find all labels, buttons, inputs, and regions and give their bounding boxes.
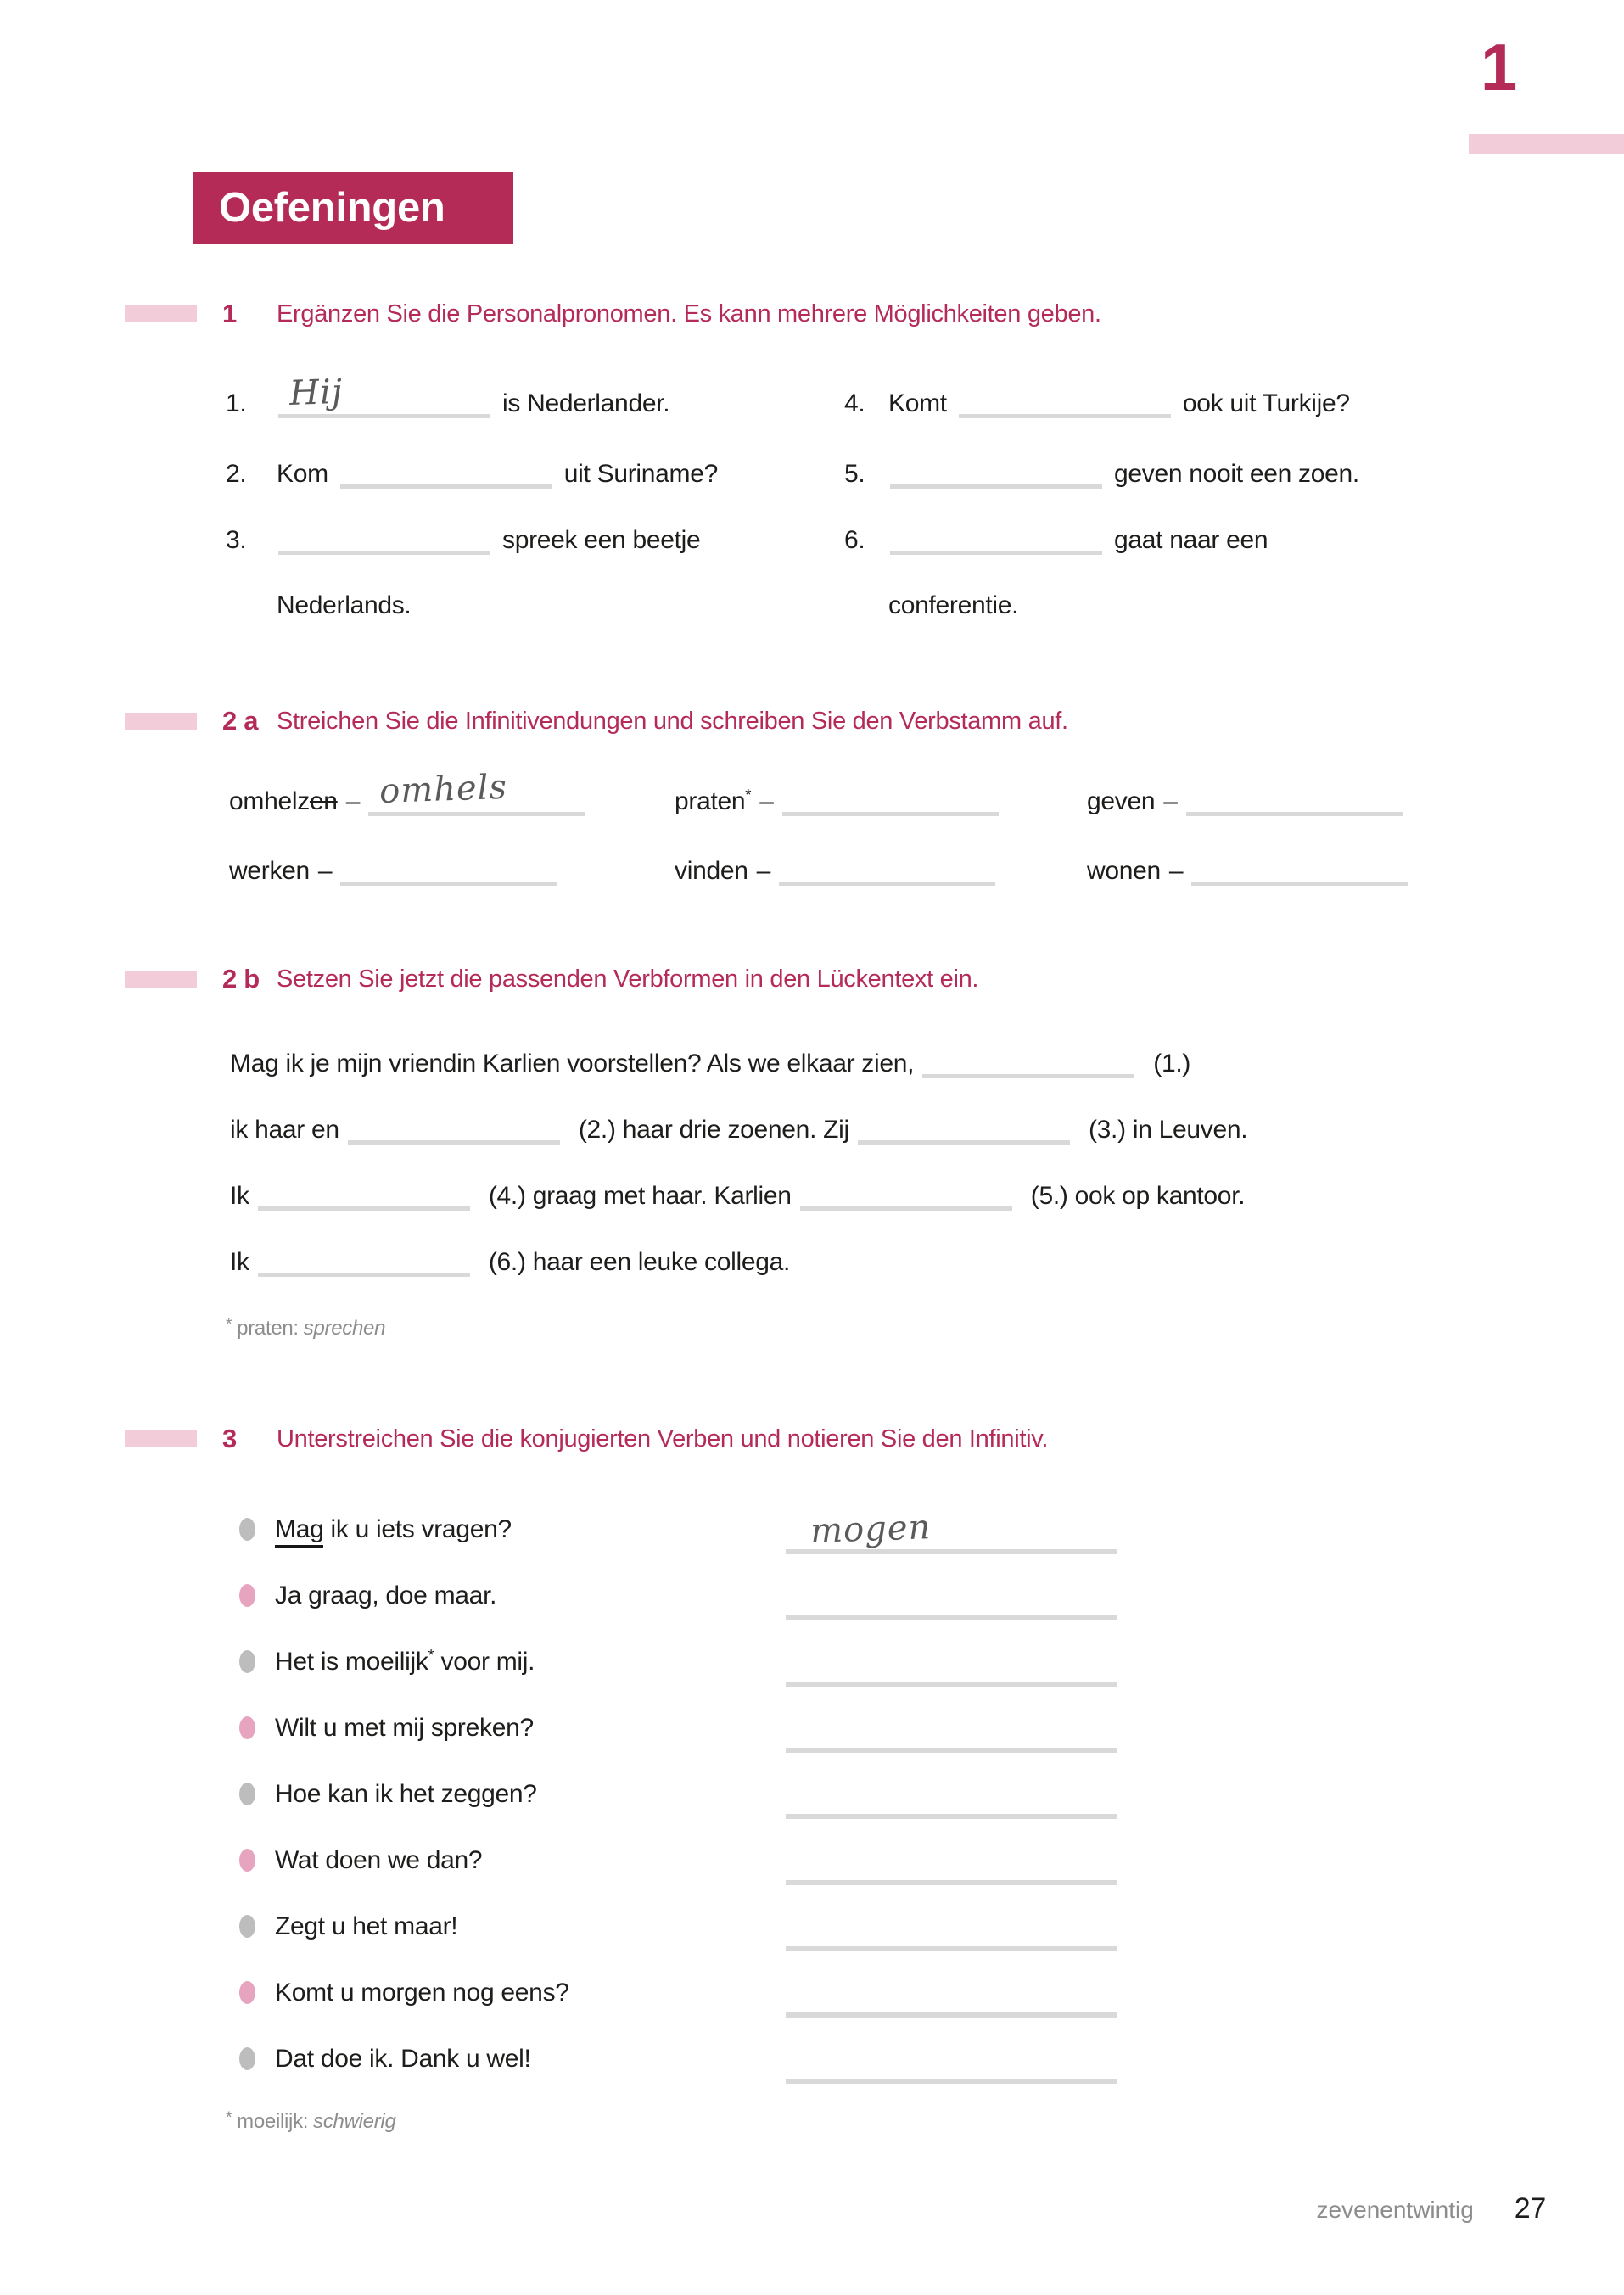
question-text: [275, 1844, 482, 1875]
question-text-rest: Komt u morgen nog eens?: [275, 1979, 569, 2007]
ex2b-line-4: [230, 1247, 790, 1277]
list-bullet: [239, 1716, 255, 1739]
handwritten-answer: omhels: [378, 767, 508, 811]
chapter-tab-bar: [1469, 134, 1624, 154]
list-bullet: [239, 2047, 255, 2070]
question-text: [275, 1712, 534, 1743]
question-text: [275, 1977, 569, 2007]
item-text-pre: Komt: [888, 389, 947, 417]
question-text: [275, 2043, 531, 2074]
sentence-text: ook op kantoor.: [1074, 1182, 1246, 1210]
ex3-item-7: [239, 1911, 1470, 1962]
verb-text: praten: [675, 787, 746, 815]
list-bullet: [239, 1518, 255, 1541]
asterisk-mark: *: [226, 1316, 232, 1334]
exercise-3-instruction: Unterstreichen Sie die konjugierten Verben und notieren Sie den Infinitiv.: [277, 1425, 1049, 1453]
answer-line: [786, 1508, 1117, 1554]
footnote-translation: sprechen: [303, 1317, 386, 1340]
footnote-word: praten:: [237, 1317, 299, 1340]
ex1-item-1: [226, 372, 670, 418]
struck-ending: en: [309, 787, 338, 815]
ex1-item-5: [844, 459, 1359, 489]
dash: –: [1168, 857, 1184, 885]
page-number: 27: [1514, 2192, 1546, 2225]
fill-in-blank: [348, 1115, 560, 1145]
item-number: 6.: [844, 526, 865, 554]
sentence-text: in Leuven.: [1132, 1116, 1248, 1144]
dash: –: [759, 787, 774, 815]
question-text: [275, 1646, 535, 1676]
blank-number: (5.): [1030, 1182, 1068, 1210]
exercise-3-header: [125, 1424, 1499, 1454]
blank-number: (6.): [488, 1248, 526, 1276]
asterisk-mark: *: [428, 1646, 434, 1664]
sentence-text: graag met haar. Karlien: [532, 1182, 792, 1210]
asterisk-mark: *: [226, 2109, 232, 2127]
sentence-text: Mag ik je mijn vriendin Karlien voorstellen? Als we elkaar zien,: [230, 1050, 915, 1078]
answer-line: [786, 2079, 1117, 2084]
exercise-3-number: 3: [222, 1424, 237, 1453]
list-bullet: [239, 1584, 255, 1607]
ex2b-line-3: [230, 1181, 1245, 1211]
ex3-item-6: [239, 1844, 1470, 1895]
verb-text: omhelz: [229, 787, 310, 815]
ex3-item-4: [239, 1712, 1470, 1763]
dash: –: [1163, 787, 1178, 815]
sentence-text: ik haar en: [230, 1116, 339, 1144]
ex2a-entry-praten: [675, 786, 1011, 816]
ex3-item-9: [239, 2043, 1470, 2094]
ex3-item-5: [239, 1778, 1470, 1829]
item-number: 4.: [844, 389, 865, 417]
fill-in-blank: [278, 372, 490, 418]
item-text-post: geven nooit een zoen.: [1114, 460, 1359, 488]
exercise-1-instruction: Ergänzen Sie die Personalpronomen. Es kann mehrere Möglichkeiten geben.: [277, 299, 1101, 327]
answer-line: [786, 1946, 1117, 1951]
exercise-2a-number: 2 a: [222, 706, 259, 736]
question-text: [275, 1778, 537, 1809]
ex2a-entry-vinden: [675, 855, 1007, 886]
section-marker-bar: [125, 713, 197, 730]
fill-in-blank: [258, 1247, 470, 1277]
item-number: 3.: [226, 526, 247, 554]
fill-in-blank: [922, 1049, 1134, 1078]
ex1-item-2: [226, 459, 718, 489]
exercise-1-header: [125, 299, 1499, 329]
answer-line: [786, 2012, 1117, 2018]
exercise-2a-header: [125, 706, 1499, 736]
ex1-item-3-continuation: Nederlands.: [277, 591, 412, 619]
ex2b-line-2: [230, 1115, 1247, 1145]
verb-infinitive: [229, 857, 310, 885]
fill-in-blank: [278, 525, 490, 555]
dash: –: [756, 857, 770, 885]
exercise-2a-instruction: Streichen Sie die Infinitivendungen und schreiben Sie den Verbstamm auf.: [277, 707, 1068, 735]
question-text-rest: Wilt u met mij spreken?: [275, 1714, 534, 1742]
item-number: 1.: [226, 389, 247, 417]
fill-in-blank: [959, 389, 1171, 418]
page-footer: [1317, 2192, 1546, 2225]
question-text-rest: ik u iets vragen?: [323, 1515, 512, 1543]
section-marker-bar: [125, 971, 197, 988]
fill-in-blank: [782, 786, 999, 816]
ex2a-entry-omhelzen: [229, 767, 596, 816]
asterisk-mark: *: [745, 786, 752, 803]
dash: –: [317, 857, 333, 885]
ex2b-line-1: [230, 1049, 1190, 1078]
list-bullet: [239, 1981, 255, 2004]
ex3-item-2: [239, 1580, 1470, 1631]
underlined-verb: Mag: [275, 1515, 323, 1548]
dash: –: [345, 787, 361, 815]
verb-text: wonen: [1087, 857, 1161, 885]
fill-in-blank: [368, 767, 585, 816]
ex1-item-3: [226, 525, 700, 555]
verb-infinitive: [229, 787, 338, 815]
ex2a-entry-wonen: [1087, 855, 1420, 886]
page-title: Oefeningen: [219, 185, 445, 231]
ex2b-footnote: [226, 1316, 385, 1341]
footnote-translation: schwierig: [313, 2110, 396, 2133]
handwritten-answer: mogen: [809, 1508, 932, 1551]
answer-line: [786, 1682, 1117, 1687]
question-text: [275, 1911, 457, 1941]
handwritten-answer: Hij: [288, 372, 344, 413]
page-number-word: zevenentwintig: [1316, 2197, 1474, 2223]
item-text-post: is Nederlander.: [502, 389, 670, 417]
list-bullet: [239, 1849, 255, 1872]
fill-in-blank: [340, 459, 552, 489]
ex3-item-8: [239, 1977, 1470, 2028]
list-bullet: [239, 1915, 255, 1938]
verb-infinitive: [675, 857, 748, 885]
list-bullet: [239, 1650, 255, 1673]
verb-text: werken: [229, 857, 310, 885]
chapter-number: 1: [1480, 30, 1517, 104]
sentence-text: Ik: [230, 1182, 249, 1210]
sentence-text: Ik: [230, 1248, 249, 1276]
verb-infinitive: [675, 787, 751, 815]
section-marker-bar: [125, 1430, 197, 1447]
item-text-pre: Kom: [277, 460, 328, 488]
blank-number: (1.): [1153, 1050, 1191, 1078]
ex3-footnote: [226, 2109, 396, 2134]
fill-in-blank: [800, 1181, 1012, 1211]
blank-number: (4.): [488, 1182, 526, 1210]
sentence-text: haar een leuke collega.: [532, 1248, 791, 1276]
question-text-rest: Dat doe ik. Dank u wel!: [275, 2045, 531, 2073]
ex1-item-4: [844, 389, 1350, 418]
answer-line: [786, 1880, 1117, 1885]
ex3-item-1: [239, 1508, 1470, 1565]
question-text-rest: Zegt u het maar!: [275, 1912, 458, 1940]
ex2a-entry-geven: [1087, 786, 1414, 816]
fill-in-blank: [858, 1115, 1070, 1145]
item-text-post: uit Suriname?: [563, 460, 718, 488]
verb-infinitive: [1087, 787, 1155, 815]
ex2a-entry-werken: [229, 855, 568, 886]
fill-in-blank: [779, 856, 995, 886]
sentence-text: haar drie zoenen. Zij: [622, 1116, 849, 1144]
ex1-item-6: [844, 525, 1268, 555]
question-text: [275, 1580, 496, 1610]
page-title-box: [193, 172, 513, 244]
answer-line: [786, 1615, 1117, 1620]
question-text-rest: Hoe kan ik het zeggen?: [275, 1780, 537, 1808]
question-text-rest2: voor mij.: [434, 1648, 535, 1676]
ex1-item-6-continuation: conferentie.: [888, 591, 1019, 619]
verb-infinitive: [1087, 857, 1161, 885]
answer-line: [786, 1748, 1117, 1753]
question-text-rest: Het is moeilijk: [275, 1648, 428, 1676]
fill-in-blank: [258, 1181, 470, 1211]
item-number: 2.: [226, 460, 247, 488]
exercise-2b-number: 2 b: [222, 964, 260, 994]
blank-number: (2.): [578, 1116, 616, 1144]
verb-text: vinden: [675, 857, 748, 885]
fill-in-blank: [890, 459, 1102, 489]
item-text-post: spreek een beetje: [502, 526, 701, 554]
answer-line: [786, 1814, 1117, 1819]
exercise-2b-header: [125, 964, 1499, 994]
question-text: [275, 1514, 512, 1544]
exercise-2b-instruction: Setzen Sie jetzt die passenden Verbformen in den Lückentext ein.: [277, 965, 979, 993]
fill-in-blank: [340, 856, 557, 886]
verb-text: geven: [1087, 787, 1156, 815]
item-text-post: gaat naar een: [1114, 526, 1268, 554]
fill-in-blank: [890, 525, 1102, 555]
question-text-rest: Wat doen we dan?: [275, 1846, 483, 1874]
item-number: 5.: [844, 460, 865, 488]
fill-in-blank: [1186, 786, 1403, 816]
question-text-rest: Ja graag, doe maar.: [275, 1581, 497, 1609]
section-marker-bar: [125, 305, 197, 322]
list-bullet: [239, 1783, 255, 1805]
blank-number: (3.): [1088, 1116, 1126, 1144]
fill-in-blank: [1191, 856, 1408, 886]
ex3-item-3: [239, 1646, 1470, 1697]
footnote-word: moeilijk:: [237, 2110, 309, 2133]
item-text-post: ook uit Turkije?: [1182, 389, 1350, 417]
exercise-1-number: 1: [222, 299, 237, 328]
